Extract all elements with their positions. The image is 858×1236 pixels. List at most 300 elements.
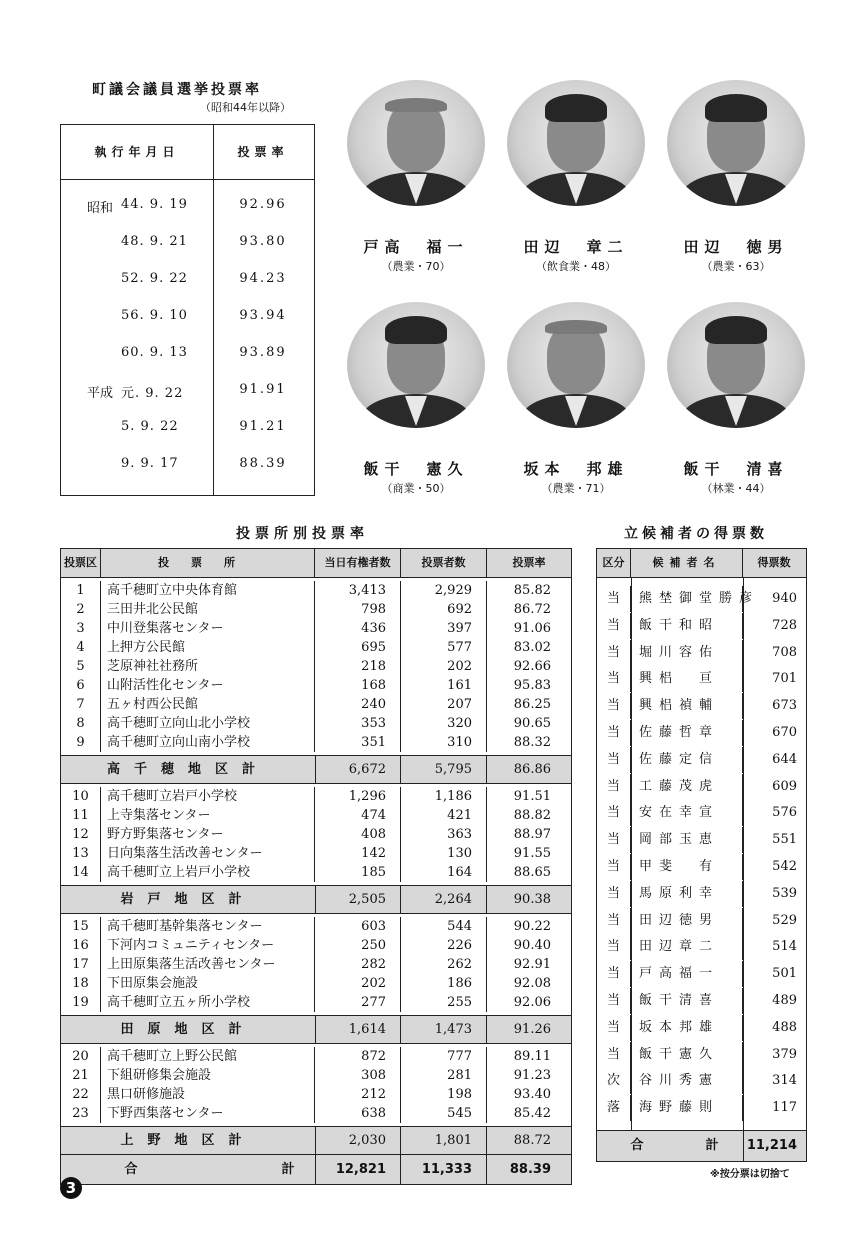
- station-row: [61, 581, 571, 600]
- station-row: [61, 955, 571, 974]
- portrait-info: （農業・63）: [701, 260, 771, 273]
- station-row: [61, 936, 571, 955]
- candidate-votes: 542: [772, 859, 797, 874]
- station-voted: 544: [401, 917, 487, 936]
- district-voted: 1,801: [401, 1127, 487, 1154]
- station-voted: 777: [401, 1047, 487, 1066]
- candidate-status: 当: [597, 720, 631, 746]
- district-rate: 88.72: [513, 1133, 551, 1148]
- candidate-votes: 514: [772, 939, 797, 955]
- turnout-rate: 88.39: [239, 456, 287, 471]
- station-row: [61, 733, 571, 752]
- turnout-row: [61, 271, 314, 291]
- turnout-date: 元. 9. 22: [121, 386, 184, 401]
- station-precinct: 13: [61, 844, 101, 863]
- candidate-name: 飯干清喜: [631, 988, 743, 1014]
- station-registered: 353: [315, 714, 401, 733]
- station-precinct: 22: [61, 1085, 101, 1104]
- header-status: 区分: [597, 549, 631, 577]
- station-registered: 185: [315, 863, 401, 882]
- turnout-rate: 93.94: [239, 308, 287, 323]
- candidate-votes: 576: [772, 805, 797, 821]
- station-station: 山附活性化センター: [101, 676, 315, 695]
- candidate-name: 飯干憲久: [631, 1042, 743, 1068]
- candidate-votes: 940: [772, 591, 797, 606]
- turnout-rate: 93.80: [239, 234, 287, 249]
- candidate-row: [597, 908, 806, 934]
- station-rate: 85.42: [513, 1106, 551, 1121]
- header-votes: 得票数: [757, 556, 791, 569]
- candidate-name: 熊埜御堂勝彦: [631, 586, 743, 612]
- station-rate: 86.25: [513, 697, 551, 712]
- portrait-name: 田辺 徳男: [683, 238, 789, 256]
- turnout-date: 9. 9. 17: [121, 456, 179, 471]
- station-precinct: 8: [61, 714, 101, 733]
- station-voted: 310: [401, 733, 487, 752]
- candidate-status: 当: [597, 827, 631, 853]
- station-rate: 90.40: [513, 938, 551, 953]
- district-voted: 1,473: [401, 1016, 487, 1043]
- station-group: [61, 914, 571, 1016]
- station-station: 高千穂町立五ヶ所小学校: [101, 993, 315, 1012]
- station-row: [61, 1047, 571, 1066]
- station-rate: 93.40: [513, 1087, 551, 1102]
- station-rate: 85.82: [513, 583, 551, 598]
- station-rate: 88.32: [513, 735, 551, 750]
- candidate-votes: 501: [772, 966, 797, 982]
- station-registered: 798: [315, 600, 401, 619]
- station-precinct: 3: [61, 619, 101, 638]
- candidate-row: [597, 774, 806, 800]
- candidate-status: 次: [597, 1068, 631, 1094]
- candidate-row: [597, 1095, 806, 1121]
- station-precinct: 17: [61, 955, 101, 974]
- station-row: [61, 714, 571, 733]
- station-rate: 91.51: [513, 789, 551, 804]
- station-station: 下田原集会施設: [101, 974, 315, 993]
- candidate-name: 谷川秀憲: [631, 1068, 743, 1094]
- candidate-status: 落: [597, 1095, 631, 1121]
- station-rate: 88.97: [513, 827, 551, 842]
- station-precinct: 15: [61, 917, 101, 936]
- station-voted: 363: [401, 825, 487, 844]
- station-registered: 277: [315, 993, 401, 1012]
- portrait-photo: [507, 80, 645, 206]
- candidate-row: [597, 640, 806, 666]
- district-voted: 5,795: [401, 756, 487, 783]
- portrait-photo: [347, 302, 485, 428]
- candidate-name: 海野藤則: [631, 1095, 743, 1121]
- station-station: 下野西集落センター: [101, 1104, 315, 1123]
- district-voted: 2,264: [401, 886, 487, 913]
- station-precinct: 21: [61, 1066, 101, 1085]
- station-registered: 1,296: [315, 787, 401, 806]
- candidate-row: [597, 720, 806, 746]
- station-station: 上押方公民館: [101, 638, 315, 657]
- station-registered: 308: [315, 1066, 401, 1085]
- station-row: [61, 1085, 571, 1104]
- station-registered: 218: [315, 657, 401, 676]
- candidate-row: [597, 988, 806, 1014]
- candidate-row: [597, 693, 806, 719]
- portrait-photo: [347, 80, 485, 206]
- portrait-name: 飯干 清喜: [683, 460, 789, 478]
- candidate-status: 当: [597, 774, 631, 800]
- station-rate: 88.65: [513, 865, 551, 880]
- turnout-date: 56. 9. 10: [121, 308, 188, 323]
- portrait-info: （林業・44）: [701, 482, 771, 495]
- candidate-row: [597, 961, 806, 987]
- turnout-row: [61, 419, 314, 439]
- candidates-table: [596, 548, 807, 1162]
- candidate-votes: 609: [772, 778, 797, 794]
- portrait-photo: [667, 302, 805, 428]
- station-registered: 202: [315, 974, 401, 993]
- district-subtotal-row: [61, 1016, 571, 1044]
- station-voted: 2,929: [401, 581, 487, 600]
- station-registered: 3,413: [315, 581, 401, 600]
- station-voted: 262: [401, 955, 487, 974]
- portrait-name: 田辺 章二: [523, 238, 629, 256]
- candidate-name: 佐藤定信: [631, 747, 743, 773]
- station-station: 高千穂町立向山南小学校: [101, 733, 315, 752]
- district-name: 高千穂地区計: [61, 756, 316, 783]
- station-station: 三田井北公民館: [101, 600, 315, 619]
- district-name: 上野地区計: [61, 1127, 316, 1154]
- candidate-row: [597, 827, 806, 853]
- portrait-photo: [667, 80, 805, 206]
- candidate-name: 田辺章二: [631, 934, 743, 960]
- station-voted: 545: [401, 1104, 487, 1123]
- portrait-info: （農業・71）: [541, 482, 611, 495]
- station-rate: 95.83: [513, 678, 551, 693]
- district-name: 岩戸地区計: [61, 886, 316, 913]
- station-precinct: 16: [61, 936, 101, 955]
- district-subtotal-row: [61, 756, 571, 784]
- candidate-votes: 708: [772, 644, 797, 660]
- candidates-title: 立候補者の得票数: [624, 526, 768, 542]
- cand-total-label-1: 合: [630, 1138, 644, 1153]
- candidate-votes: 551: [772, 832, 797, 848]
- district-subtotal-row: [61, 886, 571, 914]
- station-registered: 872: [315, 1047, 401, 1066]
- district-registered: 2,030: [315, 1127, 401, 1154]
- turnout-date: 44. 9. 19: [121, 197, 188, 212]
- candidate-votes: 701: [772, 671, 797, 687]
- candidate-row: [597, 613, 806, 639]
- portrait-info: （飲食業・48）: [536, 260, 616, 273]
- station-registered: 474: [315, 806, 401, 825]
- cand-total-votes: 11,214: [746, 1138, 797, 1153]
- candidate-votes: 539: [772, 885, 797, 901]
- candidate-status: 当: [597, 1015, 631, 1041]
- station-rate: 83.02: [513, 640, 551, 655]
- station-registered: 436: [315, 619, 401, 638]
- station-group: [61, 1044, 571, 1127]
- candidate-votes: 489: [772, 993, 797, 1008]
- station-voted: 226: [401, 936, 487, 955]
- station-station: 日向集落生活改善センター: [101, 844, 315, 863]
- candidate-status: 当: [597, 800, 631, 826]
- candidate-votes: 728: [772, 617, 797, 633]
- station-precinct: 12: [61, 825, 101, 844]
- station-rate: 92.08: [513, 976, 551, 991]
- stations-title: 投票所別投票率: [236, 526, 369, 542]
- station-registered: 638: [315, 1104, 401, 1123]
- station-row: [61, 974, 571, 993]
- station-row: [61, 1104, 571, 1123]
- station-voted: 421: [401, 806, 487, 825]
- station-voted: 186: [401, 974, 487, 993]
- candidate-row: [597, 586, 806, 612]
- station-station: 下組研修集会施設: [101, 1066, 315, 1085]
- district-registered: 2,505: [315, 886, 401, 913]
- station-voted: 1,186: [401, 787, 487, 806]
- station-voted: 255: [401, 993, 487, 1012]
- footnote: ※按分票は切捨て: [710, 1169, 790, 1180]
- portrait-info: （農業・70）: [381, 260, 451, 273]
- station-row: [61, 863, 571, 882]
- turnout-era: 平成: [87, 386, 114, 401]
- turnout-row: [61, 308, 314, 328]
- station-registered: 603: [315, 917, 401, 936]
- candidate-name: 工藤茂虎: [631, 774, 743, 800]
- station-rate: 88.82: [513, 808, 551, 823]
- station-row: [61, 806, 571, 825]
- district-subtotal-row: [61, 1127, 571, 1155]
- turnout-history-title: 町議会議員選挙投票率: [92, 82, 262, 98]
- station-station: 野方野集落センター: [101, 825, 315, 844]
- turnout-row: [61, 456, 314, 476]
- candidate-row: [597, 800, 806, 826]
- candidate-votes: 529: [772, 912, 797, 928]
- header-rate: 投票率: [512, 556, 546, 569]
- station-precinct: 5: [61, 657, 101, 676]
- station-rate: 92.66: [513, 659, 551, 674]
- turnout-row: [61, 234, 314, 254]
- station-row: [61, 1066, 571, 1085]
- page-number: 3: [60, 1177, 82, 1199]
- candidate-status: 当: [597, 1042, 631, 1068]
- station-registered: 142: [315, 844, 401, 863]
- turnout-date: 52. 9. 22: [121, 271, 188, 286]
- turnout-date: 48. 9. 21: [121, 234, 188, 249]
- station-rate: 92.91: [513, 957, 551, 972]
- header-voted: 投票者数: [401, 549, 487, 577]
- station-row: [61, 638, 571, 657]
- turnout-row: [61, 382, 314, 402]
- turnout-rate: 92.96: [239, 197, 287, 212]
- station-row: [61, 993, 571, 1012]
- candidate-votes: 314: [772, 1073, 797, 1089]
- turnout-date: 5. 9. 22: [121, 419, 179, 434]
- station-station: 上寺集落センター: [101, 806, 315, 825]
- turnout-row: [61, 197, 314, 217]
- candidate-status: 当: [597, 881, 631, 907]
- candidate-name: 安在幸宣: [631, 800, 743, 826]
- station-row: [61, 600, 571, 619]
- station-voted: 164: [401, 863, 487, 882]
- station-precinct: 6: [61, 676, 101, 695]
- candidate-status: 当: [597, 613, 631, 639]
- header-precinct: 投票区: [61, 549, 101, 577]
- station-voted: 130: [401, 844, 487, 863]
- station-row: [61, 825, 571, 844]
- station-registered: 282: [315, 955, 401, 974]
- station-station: 高千穂町立向山北小学校: [101, 714, 315, 733]
- turnout-rate-header: 投票率: [237, 145, 289, 159]
- total-voted: 11,333: [401, 1155, 487, 1184]
- candidate-name: 興梠 亘: [631, 666, 743, 692]
- candidate-name: 田辺徳男: [631, 908, 743, 934]
- candidate-status: 当: [597, 934, 631, 960]
- portrait-name: 飯干 憲久: [363, 460, 469, 478]
- station-precinct: 20: [61, 1047, 101, 1066]
- candidate-name: 坂本邦雄: [631, 1015, 743, 1041]
- portrait-info: （商業・50）: [381, 482, 451, 495]
- station-precinct: 10: [61, 787, 101, 806]
- station-precinct: 4: [61, 638, 101, 657]
- portrait-photo: [507, 302, 645, 428]
- candidate-row: [597, 854, 806, 880]
- station-rate: 91.23: [513, 1068, 551, 1083]
- turnout-rate: 94.23: [239, 271, 287, 286]
- total-label-2: 計: [261, 1155, 316, 1184]
- station-rate: 92.06: [513, 995, 551, 1010]
- turnout-era: 昭和: [87, 201, 114, 216]
- candidate-status: 当: [597, 666, 631, 692]
- station-voted: 397: [401, 619, 487, 638]
- station-precinct: 2: [61, 600, 101, 619]
- candidate-status: 当: [597, 747, 631, 773]
- station-rate: 89.11: [513, 1049, 551, 1064]
- station-registered: 212: [315, 1085, 401, 1104]
- total-rate: 88.39: [509, 1162, 551, 1177]
- district-rate: 91.26: [513, 1022, 551, 1037]
- station-station: 高千穂町立上野公民館: [101, 1047, 315, 1066]
- candidate-name: 岡部玉恵: [631, 827, 743, 853]
- station-station: 黒口研修施設: [101, 1085, 315, 1104]
- station-precinct: 14: [61, 863, 101, 882]
- station-voted: 202: [401, 657, 487, 676]
- candidate-status: 当: [597, 961, 631, 987]
- station-precinct: 11: [61, 806, 101, 825]
- station-row: [61, 695, 571, 714]
- station-station: 中川登集落センター: [101, 619, 315, 638]
- station-row: [61, 787, 571, 806]
- candidate-status: 当: [597, 693, 631, 719]
- candidate-votes: 488: [772, 1019, 797, 1035]
- stations-header-row: [61, 549, 571, 578]
- station-station: 下河内コミュニティセンター: [101, 936, 315, 955]
- candidate-votes: 117: [772, 1100, 797, 1116]
- header-station: 投票所: [101, 549, 315, 577]
- district-name: 田原地区計: [61, 1016, 316, 1043]
- station-station: 高千穂町立上岩戸小学校: [101, 863, 315, 882]
- candidate-votes: 379: [772, 1046, 797, 1062]
- candidate-status: 当: [597, 586, 631, 612]
- candidate-status: 当: [597, 640, 631, 666]
- station-voted: 161: [401, 676, 487, 695]
- candidate-votes: 644: [772, 751, 797, 767]
- station-precinct: 7: [61, 695, 101, 714]
- station-voted: 692: [401, 600, 487, 619]
- portrait-name: 坂本 邦雄: [523, 460, 629, 478]
- station-registered: 351: [315, 733, 401, 752]
- station-voted: 207: [401, 695, 487, 714]
- candidates-header-row: [597, 549, 806, 578]
- portrait-name: 戸高 福一: [363, 238, 469, 256]
- station-row: [61, 619, 571, 638]
- station-station: 五ヶ村西公民館: [101, 695, 315, 714]
- candidate-status: 当: [597, 988, 631, 1014]
- candidate-name: 甲斐 有: [631, 854, 743, 880]
- candidate-row: [597, 934, 806, 960]
- station-group: [61, 578, 571, 756]
- candidate-row: [597, 1015, 806, 1041]
- turnout-rate: 93.89: [239, 345, 287, 360]
- station-row: [61, 917, 571, 936]
- candidate-status: 当: [597, 854, 631, 880]
- turnout-history-subtitle: （昭和44年以降）: [200, 101, 291, 114]
- header-registered: 当日有権者数: [315, 549, 401, 577]
- station-rate: 86.72: [513, 602, 551, 617]
- station-precinct: 9: [61, 733, 101, 752]
- station-voted: 198: [401, 1085, 487, 1104]
- station-station: 高千穂町立中央体育館: [101, 581, 315, 600]
- header-candidate: 候補者名: [631, 549, 743, 577]
- candidate-name: 飯干和昭: [631, 613, 743, 639]
- station-precinct: 23: [61, 1104, 101, 1123]
- candidate-name: 馬原利幸: [631, 881, 743, 907]
- candidate-row: [597, 1068, 806, 1094]
- station-registered: 168: [315, 676, 401, 695]
- station-voted: 577: [401, 638, 487, 657]
- station-registered: 240: [315, 695, 401, 714]
- candidate-votes: 670: [772, 725, 797, 740]
- station-voted: 281: [401, 1066, 487, 1085]
- candidate-name: 戸高福一: [631, 961, 743, 987]
- turnout-date-header: 執行年月日: [94, 145, 180, 159]
- turnout-date: 60. 9. 13: [121, 345, 188, 360]
- station-group: [61, 784, 571, 886]
- station-station: 上田原集落生活改善センター: [101, 955, 315, 974]
- candidate-row: [597, 881, 806, 907]
- candidate-name: 興梠禎輔: [631, 693, 743, 719]
- station-registered: 695: [315, 638, 401, 657]
- station-row: [61, 676, 571, 695]
- candidate-votes: 673: [772, 698, 797, 714]
- candidate-row: [597, 1042, 806, 1068]
- turnout-rate: 91.21: [239, 419, 287, 434]
- station-row: [61, 657, 571, 676]
- turnout-rate: 91.91: [239, 382, 287, 397]
- station-precinct: 19: [61, 993, 101, 1012]
- district-rate: 86.86: [513, 762, 551, 777]
- station-rate: 90.65: [513, 716, 551, 731]
- station-station: 高千穂町基幹集落センター: [101, 917, 315, 936]
- candidate-name: 堀川容佑: [631, 640, 743, 666]
- station-precinct: 1: [61, 581, 101, 600]
- candidate-row: [597, 747, 806, 773]
- candidate-name: 佐藤哲章: [631, 720, 743, 746]
- district-registered: 1,614: [315, 1016, 401, 1043]
- station-voted: 320: [401, 714, 487, 733]
- total-label-1: 合: [124, 1162, 138, 1177]
- district-rate: 90.38: [513, 892, 551, 907]
- cand-total-label-2: 計: [705, 1138, 719, 1153]
- turnout-row: [61, 345, 314, 365]
